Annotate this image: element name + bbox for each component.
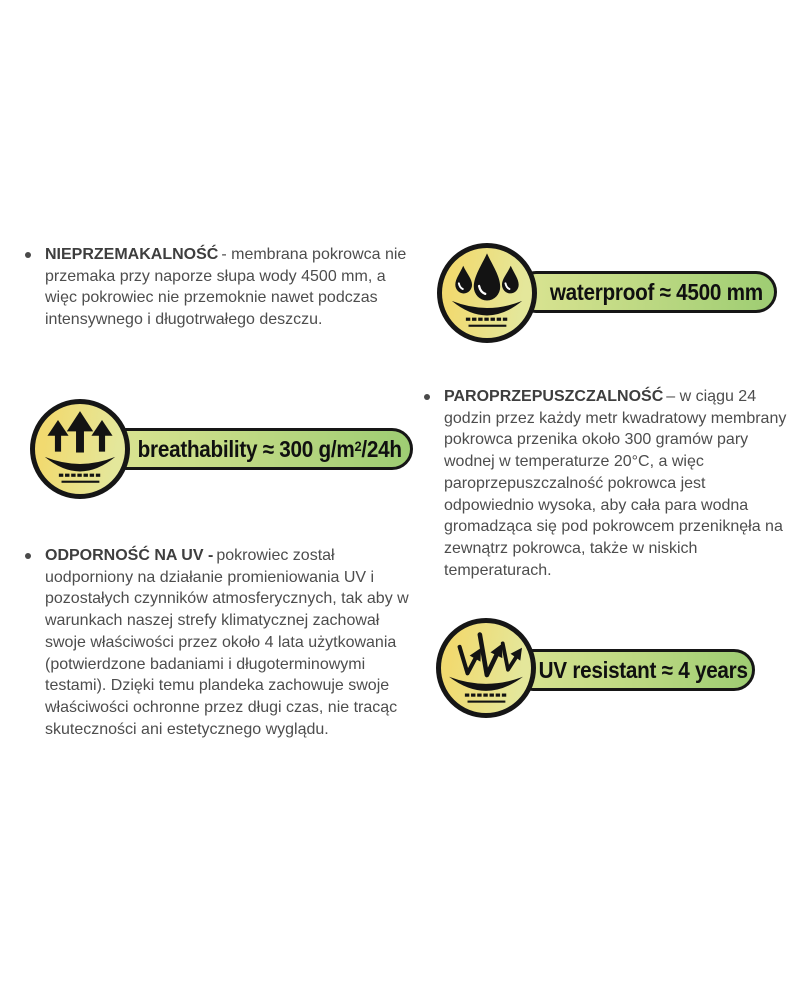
membrane-arc [452,301,522,316]
waterproof-pill [515,271,777,313]
vapour-permeability-title: PAROPRZEPUSZCZALNOŚĆ [444,388,664,405]
uv-reflected-rays-icon [442,624,530,712]
waterproofness-body: - membrana pokrowca nie przemaka przy naporze słupa wody 4500 mm, a więc pokrowiec nie przemoknie nawet podczas intensywnego i długotrwałego deszczu. [45,246,407,329]
membrane-arc [449,677,523,691]
waterproofness-paragraph [45,244,417,331]
bullet-dot [25,252,31,258]
vapour-permeability-paragraph [444,386,790,581]
uv-resistance-paragraph [45,545,417,740]
waterproof-pill-label: waterproof ≈ 4500 mm [549,278,763,305]
membrane-dashes [466,318,507,321]
breathability-pill-label: breathability ≈ 300 $g/m^2/24h$ [137,435,403,462]
breathability-circle [30,399,130,499]
bullet-dot [424,394,430,400]
vapour-permeability-body: – w ciągu 24 godzin przez każdy metr kwadratowy membrany pokrowca przenika około 300 gramów pary wodnej w temperaturze 20°C, a więc paroprzepuszczalność pokrowca jest odpowiednio wysoka, aby cała para wodna gromadząca się pod pokrowcem przeniknęła na zewnątrz pokrowca, także w niskich temperaturach. [444,388,787,579]
waterproof-circle [437,243,537,343]
membrane-baseline [62,481,100,483]
uv-resistance-body: pokrowiec został uodporniony na działanie promieniowania UV i pozostałych czynników atmosferycznych, tak aby w warunkach naszej strefy klimatycznej zachował swoje właściwości przez około 4 lata użytkowania (potwierdzone badaniami i długoterminowymi testami). Dzięki temu plandeka zachowuje swoje właściwości ochronne przez długi czas, nie tracąc skuteczności ani estetycznego wyglądu. [45,547,409,738]
membrane-dashes [465,694,506,697]
membrane-baseline [469,325,507,327]
uv-resistant-pill-label: UV resistant ≈ 4 years [538,656,749,683]
membrane-dashes [59,474,100,477]
uv-resistant-circle [436,618,536,718]
bullet-waterproofness [25,244,417,331]
waterproofness-title: NIEPRZEMAKALNOŚĆ [45,246,219,263]
breathability-pill [105,428,413,470]
membrane-baseline [468,701,506,703]
water-drops-icon [443,249,531,337]
bullet-uv-resistance [25,545,417,740]
membrane-arc [45,457,115,472]
uv-resistant-pill [512,649,755,691]
uv-resistance-title: ODPORNOŚĆ NA UV - [45,547,214,564]
bullet-dot [25,553,31,559]
breathability-arrows-icon [36,405,124,493]
bullet-vapour-permeability [424,386,790,581]
